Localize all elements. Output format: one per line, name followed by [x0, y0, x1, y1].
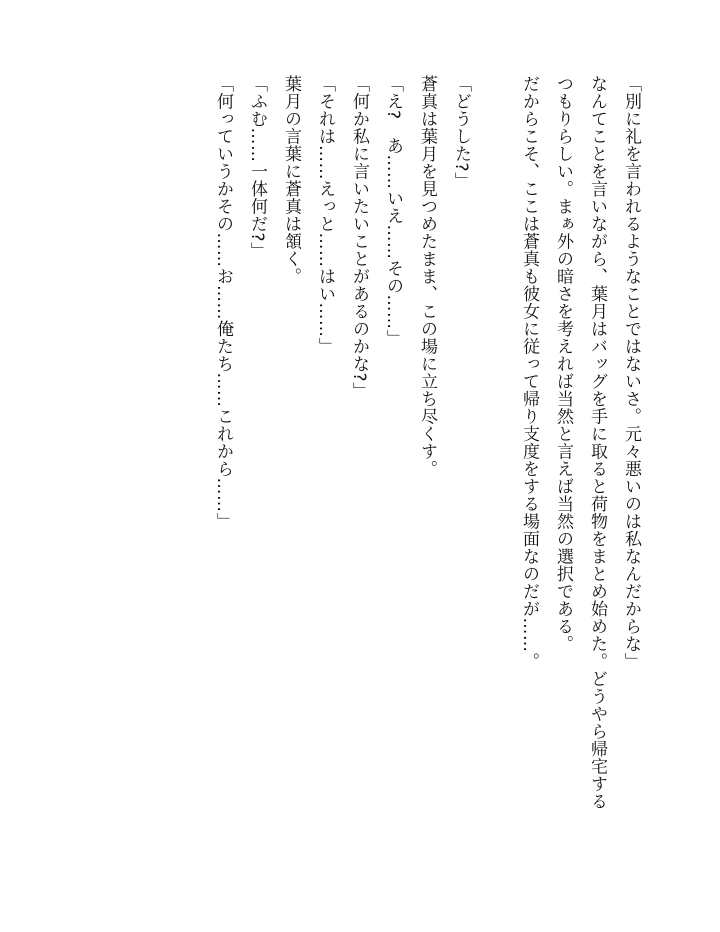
text-line-1: 「別に礼を言われるようなことではないさ。元々悪いのは私なんだからな」: [621, 75, 641, 670]
vertical-text-body: [206, 75, 648, 865]
text-line-12: 「何っていうかその……お……俺たち……これから……」: [213, 75, 233, 530]
text-line-8: 「何か私に言いたいことがあるのかな?」: [349, 75, 369, 400]
text-line-9: 「それは……えっと……はい……」: [315, 75, 335, 355]
text-line-5: 「どうした?」: [451, 75, 471, 190]
text-line-10: 葉月の言葉に蒼真は頷く。: [281, 75, 301, 285]
text-line-11: 「ふむ……一体何だ?」: [247, 75, 267, 260]
text-line-4: だからこそ、ここは蒼真も彼女に従って帰り支度をする場面なのだが……。: [519, 75, 539, 670]
text-line-2: なんてことを言いながら、葉月はバッグを手に取ると荷物をまとめ始めた。どうやら帰宅する: [587, 75, 607, 810]
text-line-7: 「え? あ……いえ……その……」: [383, 75, 403, 348]
text-line-3: つもりらしい。まぁ外の暗さを考えれば当然と言えば当然の選択である。: [553, 75, 573, 653]
blank-line: [478, 75, 512, 865]
text-line-6: 蒼真は葉月を見つめたまま、この場に立ち尽くす。: [417, 75, 437, 478]
